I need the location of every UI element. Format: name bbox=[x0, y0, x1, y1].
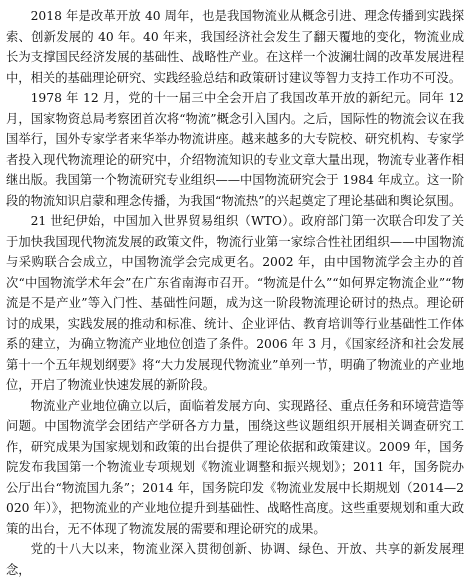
paragraph-2: 1978 年 12 月，党的十一届三中全会开启了我国改革开放的新纪元。同年 12 月，国家物资总局考察团首次将“物流”概念引入国内。之后，国际性的物流会议在我国举行，国外专家学者来华举办物流讲座。越来越多的大专院校、研究机构、专家学者投入现代物流理论的研究中，介绍物流知识的专业文章大量出现，物流专业著作相继出版。我国第一个物流研究专业组织——中国物流研究会于 1984 年成立。这一阶段的物流知识启蒙和理念传播，为我国“物流热”的兴起奠定了理论基础和舆论氛围。 bbox=[6, 91, 464, 208]
paragraph-3: 21 世纪伊始，中国加入世界贸易组织（WTO）。政府部门第一次联合印发了关于加快我国现代物流发展的政策文件，物流行业第一家综合性社团组织——中国物流与采购联合会成立，中国物流学会完成更名。2002 年，由中国物流学会主办的首次“中国物流学术年会”在广东省南海市召开。“物流是什么”“如何界定物流企业”“物流是不是产业”等入门性、基础性问题，成为这一阶段物流理论研讨的热点。理论研讨的成果，实践发展的推动和标准、统计、企业评估、教育培训等行业基础性工作体系的建立，为确立物流产业地位创造了条件。2006 年 3 月，《国家经济和社会发展第十一个五年规划纲要》将“大力发展现代物流业”单列一节，明确了物流业的产业地位，开启了物流业快速发展的新阶段。 bbox=[6, 214, 464, 392]
paragraph-1: 2018 年是改革开放 40 周年，也是我国物流业从概念引进、理念传播到实践探索、创新发展的 40 年。40 年来，我国经济社会发生了翻天覆地的变化，物流业成长为支撑国民经济发展的基础性、战略性产业。在这样一个波澜壮阔的改革发展进程中，相关的基础理论研究、实践经验总结和政策研讨建议等智力支持工作功不可没。 bbox=[6, 9, 464, 85]
paragraph-5: 党的十八大以来，物流业深入贯彻创新、协调、绿色、开放、共享的新发展理念， bbox=[6, 542, 464, 577]
paragraph-4: 物流业产业地位确立以后，面临着发展方向、实现路径、重点任务和环境营造等问题。中国物流学会团结产学研各方力量，围绕这些议题组织开展相关调查研究工作，研究成果为国家规划和政策的出台提供了理论依据和政策建议。2009 年，国务院发布我国第一个物流业专项规划《物流业调整和振兴规划》；2011 年，国务院办公厅出台“物流国九条”；2014 年，国务院印发《物流业发展中长期规划（2014—2020 年）》，把物流业的产业地位提升到基础性、战略性高度。这些重要规划和重大政策的出台，无不体现了物流发展的需要和理论研究的成果。 bbox=[6, 398, 464, 536]
